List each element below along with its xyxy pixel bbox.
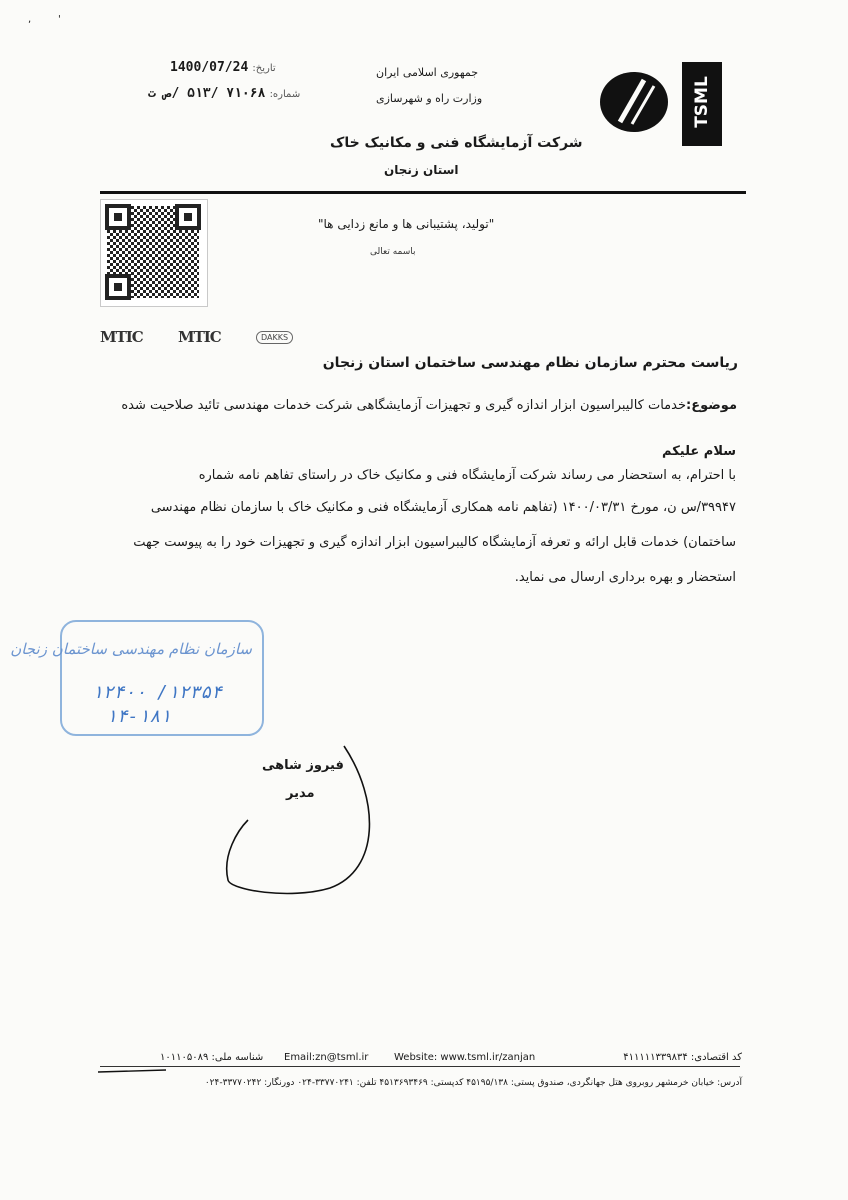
recipient: ریاست محترم سازمان نظام مهندسی ساختمان استان زنجان xyxy=(322,355,738,371)
accreditation-logo: MTIC xyxy=(100,328,143,346)
footer-national-id: شناسه ملی: ۱۰۱۱۰۵۰۸۹ xyxy=(160,1052,264,1063)
corner-mark: ' xyxy=(58,14,61,25)
body-line: با احترام، به استحضار می رساند شرکت آزمایشگاه فنی و مکانیک خاک در راستای تفاهم نامه شماره xyxy=(198,468,736,483)
footer-email[interactable]: Email:zn@tsml.ir xyxy=(284,1052,369,1063)
company-logo xyxy=(596,58,726,148)
date-value: 1400/07/24 xyxy=(170,60,249,75)
stamp-org: سازمان نظام مهندسی ساختمان زنجان xyxy=(10,640,252,658)
subject xyxy=(121,398,737,413)
footer-scribble xyxy=(96,1060,176,1080)
logo-text: TSML xyxy=(692,76,712,128)
country-name: جمهوری اسلامی ایران xyxy=(376,66,479,79)
company-name: شرکت آزمایشگاه فنی و مکانیک خاک xyxy=(330,135,583,151)
signer-title: مدیر xyxy=(286,786,315,801)
ministry-name: وزارت راه و شهرسازی xyxy=(376,92,483,105)
subject-text: خدمات کالیبراسیون ابزار اندازه گیری و تجهیزات آزمایشگاهی شرکت خدمات مهندسی تائید صلاحیت شده xyxy=(121,398,686,413)
accreditation-logo-dakks: DAKKS xyxy=(256,331,293,344)
greeting: سلام علیکم xyxy=(662,444,736,459)
province-name: استان زنجان xyxy=(384,163,459,177)
footer-website[interactable]: Website: www.tsml.ir/zanjan xyxy=(394,1052,536,1063)
footer-address: آدرس: خیابان خرمشهر روبروی هتل جهانگردی، صندوق پستی: ۴۵۱۹۵/۱۳۸ کدپستی: ۴۵۱۳۶۹۳۴۶۹ تلفن: ۳۳۷۷۰۲۴۱-۰۲۴ دورنگار: ۳۳۷۷۰۲۴۲-۰۲۴ xyxy=(204,1078,742,1088)
subject-label: موضوع: xyxy=(686,398,737,413)
body-line: استحضار و بهره برداری ارسال می نماید. xyxy=(514,570,736,585)
number-row xyxy=(148,86,300,101)
corner-mark: , xyxy=(28,14,32,25)
accreditation-logo: MTIC xyxy=(178,328,221,346)
footer-divider xyxy=(100,1066,740,1067)
qr-code xyxy=(100,199,208,307)
received-stamp xyxy=(10,620,264,736)
motto: "تولید، پشتیبانی ها و مانع زدایی ها" xyxy=(318,217,495,231)
body-line: ساختمان) خدمات قابل ارائه و تعرفه آزمایشگاه کالیبراسیون ابزار اندازه گیری و تجهیزات خود را به پیوست جهت xyxy=(133,535,736,550)
header-divider xyxy=(100,191,746,194)
date-label: تاریخ: xyxy=(252,63,276,74)
stamp-code: ۱۴-۱۸۱ xyxy=(106,706,172,727)
number-label: شماره: xyxy=(269,89,301,100)
footer-economic-code: کد اقتصادی: ۴۱۱۱۱۱۳۳۹۸۳۴ xyxy=(623,1052,742,1063)
body-line: ۳۹۹۴۷/س ن، مورخ ۱۴۰۰/۰۳/۳۱ (تفاهم نامه همکاری آزمایشگاه فنی و مکانیک خاک با سازمان نظام مهندسی xyxy=(150,500,736,515)
signature-scribble xyxy=(220,740,390,900)
number-value: ۷۱۰۶۸ /۵۱۳ /ص ت xyxy=(148,86,266,101)
stamp-number: ۱۲۴۰۰ /۱۲۳۵۴ xyxy=(92,682,223,703)
date-row xyxy=(170,60,276,75)
besmellah: باسمه تعالی xyxy=(370,247,416,257)
qr-icon xyxy=(101,200,205,304)
signer-name: فیروز شاهی xyxy=(262,758,344,773)
